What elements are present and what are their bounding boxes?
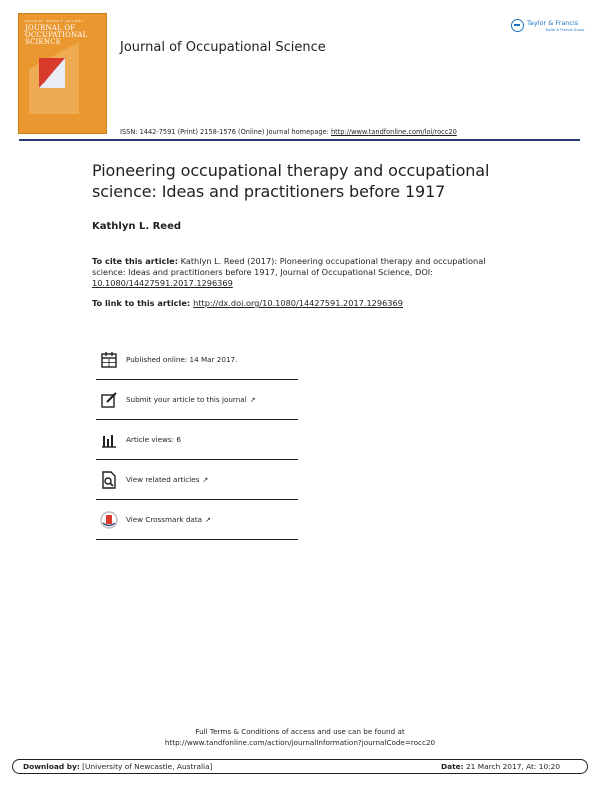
publisher-name: Taylor & Francis (527, 19, 579, 27)
external-link-icon: ↗ (202, 476, 209, 484)
article-link[interactable]: http://dx.doi.org/10.1080/14427591.2017.1296369 (193, 298, 403, 308)
views-row (96, 420, 298, 460)
cover-issue-line: Volume 24 · Number 2 · June 2017 (25, 19, 84, 23)
publisher-logo-icon (511, 19, 524, 32)
related-articles-link[interactable]: View related articles ↗ (126, 475, 209, 484)
crossmark-row[interactable] (96, 500, 298, 540)
publisher-sub: Taylor & Francis Group (545, 28, 585, 32)
issn-text: ISSN: 1442-7591 (Print) 2158-1576 (Online) Journal homepage: (120, 128, 331, 136)
edit-icon (100, 391, 118, 409)
article-title: Pioneering occupational therapy and occupational science: Ideas and practitioners before 1917 (92, 161, 490, 201)
document-search-icon (100, 471, 118, 489)
published-row (96, 340, 298, 380)
calendar-icon (100, 351, 118, 369)
citation-block (92, 256, 512, 289)
cite-doi-link[interactable]: 10.1080/14427591.2017.1296369 (92, 278, 233, 288)
article-views: Article views: 6 (126, 435, 181, 444)
crossmark-link[interactable]: View Crossmark data ↗ (126, 515, 211, 524)
submit-article-link[interactable]: Submit your article to this journal ↗ (126, 395, 256, 404)
homepage-link[interactable]: http://www.tandfonline.com/loi/rocc20 (330, 128, 457, 136)
published-date: Published online: 14 Mar 2017. (126, 355, 238, 364)
cover-title: JOURNAL OF OCCUPATIONAL SCIENCE (25, 24, 88, 46)
terms-link[interactable]: http://www.tandfonline.com/action/journalInformation?journalCode=rocc20 (164, 738, 436, 747)
article-link-line (92, 298, 403, 308)
bar-chart-icon (100, 431, 118, 449)
external-link-icon: ↗ (249, 396, 256, 404)
crossmark-icon (100, 511, 118, 529)
issn-line (120, 128, 457, 136)
external-link-icon: ↗ (205, 516, 211, 524)
header-divider (19, 139, 580, 141)
submit-row[interactable] (96, 380, 298, 420)
article-author: Kathlyn L. Reed (92, 221, 182, 232)
journal-title[interactable]: Journal of Occupational Science (120, 40, 326, 55)
related-row[interactable] (96, 460, 298, 500)
download-info-bar (12, 759, 588, 774)
publisher-logo[interactable] (511, 18, 591, 38)
article-info-list (96, 340, 298, 540)
cite-label: To cite this article: (92, 256, 178, 266)
downloaded-by: Download by: [University of Newcastle, Australia] (23, 762, 213, 771)
terms-notice (0, 726, 600, 748)
journal-cover (19, 14, 106, 133)
link-label: To link to this article: (92, 298, 191, 308)
terms-line-1: Full Terms & Conditions of access and use can be found at (195, 727, 405, 736)
download-date: Date: 21 March 2017, At: 10:20 (441, 762, 561, 771)
cite-text: Kathlyn L. Reed (2017): Pioneering occupational therapy and occupational science: Ideas and practitioners before 1917, Journal of Occupational Science, DOI: (92, 256, 486, 277)
